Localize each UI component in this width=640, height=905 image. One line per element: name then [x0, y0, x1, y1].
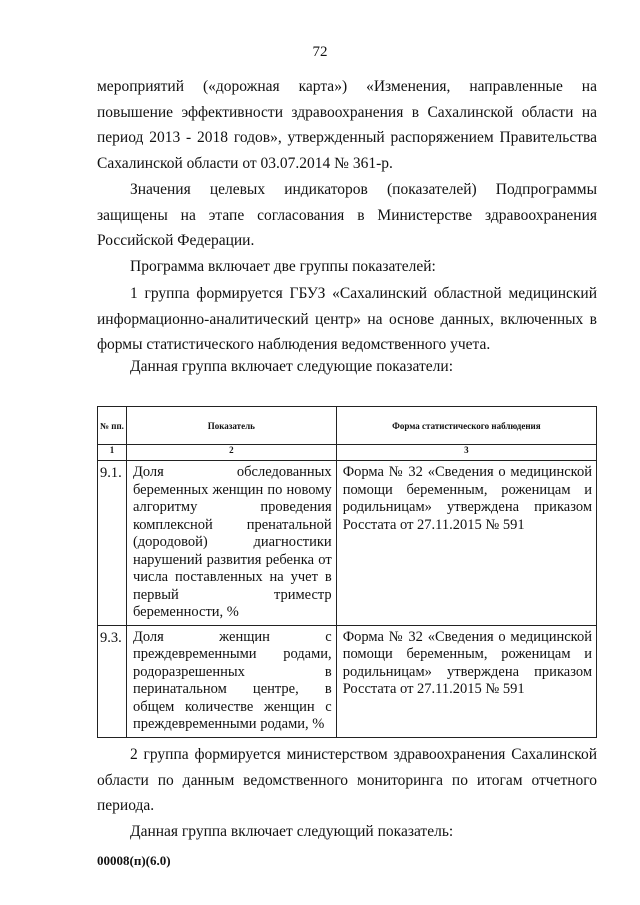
table-row: [98, 461, 597, 626]
paragraph-text: Программа включает две группы показателей:: [130, 258, 436, 275]
indicators-table: [97, 406, 597, 738]
paragraph-group-2: [97, 742, 597, 819]
table-header-number: № пп.: [98, 407, 127, 445]
paragraph-text: Значения целевых индикаторов (показателей) Подпрограммы защищены на этапе согласования в Министерстве здравоохранения Российской Федерации.: [97, 181, 597, 249]
paragraph-target-indicators: [97, 177, 597, 254]
row-form: Форма № 32 «Сведения о медицинской помощи беременным, роженицам и родильницам» утверждена приказом Росстата от 27.11.2015 № 591: [336, 625, 596, 737]
table-column-numbers-row: [98, 445, 597, 461]
row-indicator: Доля женщин с преждевременными родами, родоразрешенных в перинатальном центре, в общем количестве женщин с преждевременными родами, %: [126, 625, 336, 737]
table-header-form: Форма статистического наблюдения: [336, 407, 596, 445]
document-code: 00008(п)(6.0): [97, 853, 171, 868]
paragraph-group-1-includes: [97, 354, 597, 380]
row-form: Форма № 32 «Сведения о медицинской помощи беременным, роженицам и родильницам» утверждена приказом Росстата от 27.11.2015 № 591: [336, 461, 596, 626]
row-number: 9.1.: [98, 461, 127, 626]
page-number: 72: [312, 44, 328, 60]
paragraph-text: Данная группа включает следующие показатели:: [130, 358, 454, 375]
column-number: 3: [336, 445, 596, 461]
paragraph-group-1: [97, 281, 597, 358]
paragraph-two-groups: [97, 254, 597, 280]
column-number: 2: [126, 445, 336, 461]
paragraph-text: 1 группа формируется ГБУЗ «Сахалинский областной медицинский информационно-аналитический центр» на основе данных, включенных в формы статистического наблюдения ведомственного учета.: [97, 285, 597, 353]
paragraph-roadmap: [97, 74, 597, 176]
paragraph-text: Данная группа включает следующий показатель:: [130, 823, 454, 840]
paragraph-text: мероприятий («дорожная карта») «Изменения, направленные на повышение эффективности здравоохранения в Сахалинской области на период 2013 - 2018 годов», утвержденный распоряжением Правительства Сахалинской области от 03.07.2014 № 361-р.: [97, 78, 597, 172]
table-row: [98, 625, 597, 737]
paragraph-group-2-includes: [97, 819, 597, 845]
paragraph-text: 2 группа формируется министерством здравоохранения Сахалинской области по данным ведомственного мониторинга по итогам отчетного периода.: [97, 746, 597, 814]
table-header-indicator: Показатель: [126, 407, 336, 445]
row-indicator: Доля обследованных беременных женщин по новому алгоритму проведения комплексной пренатальной (дородовой) диагностики нарушений развития ребенка от числа поставленных на учет в первый триместр беременности, %: [126, 461, 336, 626]
column-number: 1: [98, 445, 127, 461]
table-header-row: [98, 407, 597, 445]
row-number: 9.3.: [98, 625, 127, 737]
